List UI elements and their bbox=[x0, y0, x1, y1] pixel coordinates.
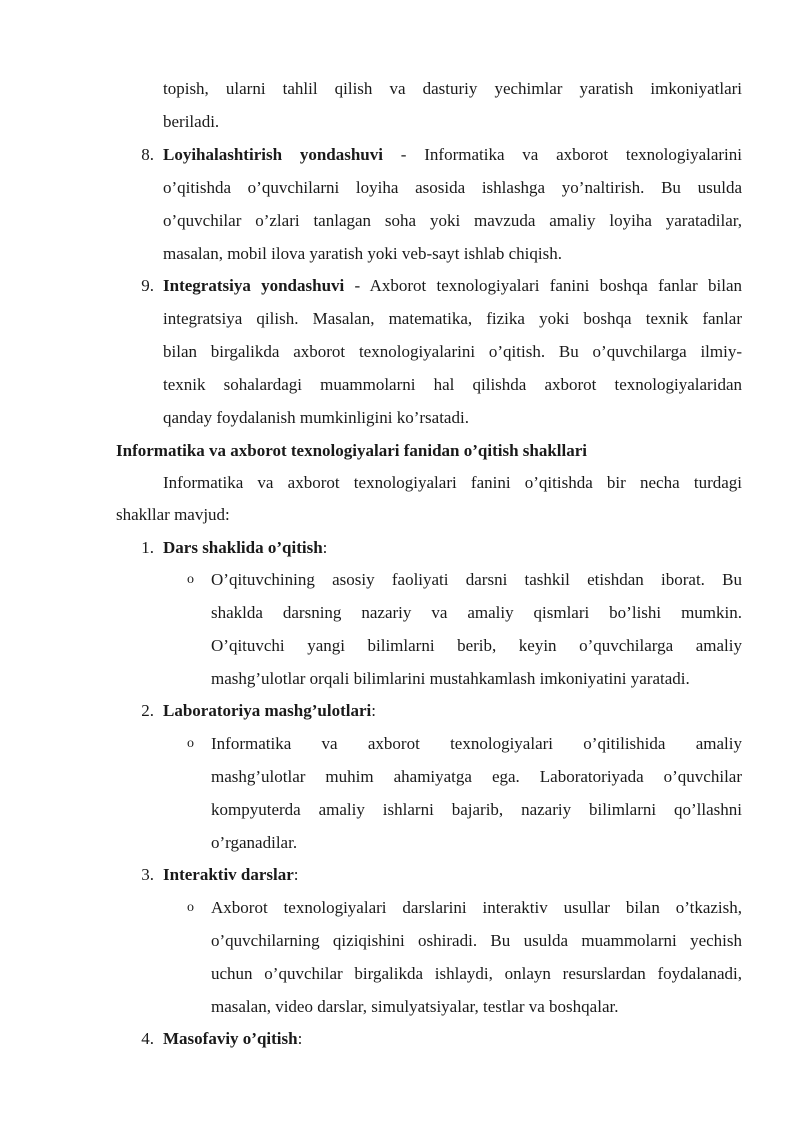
item9-title: Integratsiya yondashuvi bbox=[163, 276, 345, 295]
item9-number: 9. bbox=[141, 276, 154, 295]
form3-line-3: uchun o’quvchilar birgalikda ishlaydi, onlayn resurslardan foydalanadi, bbox=[211, 964, 742, 983]
form1-number: 1. bbox=[141, 538, 154, 557]
item8-line-3: o’quvchilar o’zlari tanlagan soha yoki mavzuda amaliy loyiha yaratadilar, bbox=[163, 211, 742, 230]
form1-line-3: O’qituvchi yangi bilimlarni berib, keyin o’quvchilarga amaliy bbox=[211, 636, 742, 655]
item8-line-4: masalan, mobil ilova yaratish yoki veb-sayt ishlab chiqish. bbox=[163, 244, 562, 263]
item7-line-1: topish, ularni tahlil qilish va dasturiy yechimlar yaratish imkoniyatlari bbox=[163, 79, 742, 98]
form3-title: Interaktiv darslar bbox=[163, 865, 294, 884]
section-heading: Informatika va axborot texnologiyalari fanidan o’qitish shakllari bbox=[116, 441, 588, 460]
form2-bullet: o bbox=[187, 736, 194, 751]
form2-line-3: kompyuterda amaliy ishlarni bajarib, nazariy bilimlarni qo’llashni bbox=[211, 800, 742, 819]
form1-line-4: mashg’ulotlar orqali bilimlarini mustahkamlash imkoniyatini yaratadi. bbox=[211, 669, 690, 688]
form2-line-2: mashg’ulotlar muhim ahamiyatga ega. Laboratoriyada o’quvchilar bbox=[211, 767, 742, 786]
form1-bullet: o bbox=[187, 572, 194, 587]
item8-line-2: o’qitishda o’quvchilarni loyiha asosida ishlashga yo’naltirish. Bu usulda bbox=[163, 178, 742, 197]
item9-line1-rest: Axborot texnologiyalari fanini boshqa fanlar bilan bbox=[369, 276, 742, 295]
form2-title: Laboratoriya mashg’ulotlari bbox=[163, 701, 372, 720]
item9-line-5: qanday foydalanish mumkinligini ko’rsatadi. bbox=[163, 408, 469, 427]
form3-line-4: masalan, video darslar, simulyatsiyalar, testlar va boshqalar. bbox=[211, 997, 619, 1016]
intro-line-1: Informatika va axborot texnologiyalari fanini o’qitishda bir necha turdagi bbox=[163, 473, 742, 492]
item9-line-2: integratsiya qilish. Masalan, matematika, fizika yoki boshqa texnik fanlar bbox=[163, 309, 742, 328]
form3-line-2: o’quvchilarning qiziqishini oshiradi. Bu usulda muammolarni yechish bbox=[211, 931, 742, 950]
form1-title-line: Dars shaklida o’qitish: bbox=[163, 538, 328, 557]
form3-title-line: Interaktiv darslar: bbox=[163, 865, 299, 884]
form3-bullet: o bbox=[187, 900, 194, 915]
form2-number: 2. bbox=[141, 701, 154, 720]
item8-line1-rest: Informatika va axborot texnologiyalarini bbox=[424, 145, 742, 164]
form1-title: Dars shaklida o’qitish bbox=[163, 538, 323, 557]
form4-number: 4. bbox=[141, 1029, 154, 1048]
form3-number: 3. bbox=[141, 865, 154, 884]
item9-line-3: bilan birgalikda axborot texnologiyalarini o’qitish. Bu o’quvchilarga ilmiy- bbox=[163, 342, 742, 361]
form2-line-4: o’rganadilar. bbox=[211, 833, 298, 852]
item8-line-1 bbox=[163, 144, 742, 166]
form4-title: Masofaviy o’qitish bbox=[163, 1029, 298, 1048]
item9-separator: - bbox=[344, 276, 370, 295]
form3-line-1: Axborot texnologiyalari darslarini interaktiv usullar bilan o’tkazish, bbox=[211, 898, 742, 917]
item7-line-2: beriladi. bbox=[163, 112, 220, 131]
intro-line-2: shakllar mavjud: bbox=[116, 505, 230, 524]
item9-line-4: texnik sohalardagi muammolarni hal qilishda axborot texnologiyalaridan bbox=[163, 375, 742, 394]
item8-separator: - bbox=[383, 145, 425, 164]
form4-title-line: Masofaviy o’qitish: bbox=[163, 1029, 303, 1048]
form2-title-line: Laboratoriya mashg’ulotlari: bbox=[163, 701, 376, 720]
form1-line-1: O’qituvchining asosiy faoliyati darsni tashkil etishdan iborat. Bu bbox=[211, 570, 742, 589]
item9-line-1 bbox=[163, 275, 742, 297]
item8-title: Loyihalashtirish yondashuvi bbox=[163, 145, 383, 164]
item8-number: 8. bbox=[141, 145, 154, 164]
form2-line-1: Informatika va axborot texnologiyalari o’qitilishida amaliy bbox=[211, 734, 742, 753]
form1-line-2: shaklda darsning nazariy va amaliy qismlari bo’lishi mumkin. bbox=[211, 603, 742, 622]
